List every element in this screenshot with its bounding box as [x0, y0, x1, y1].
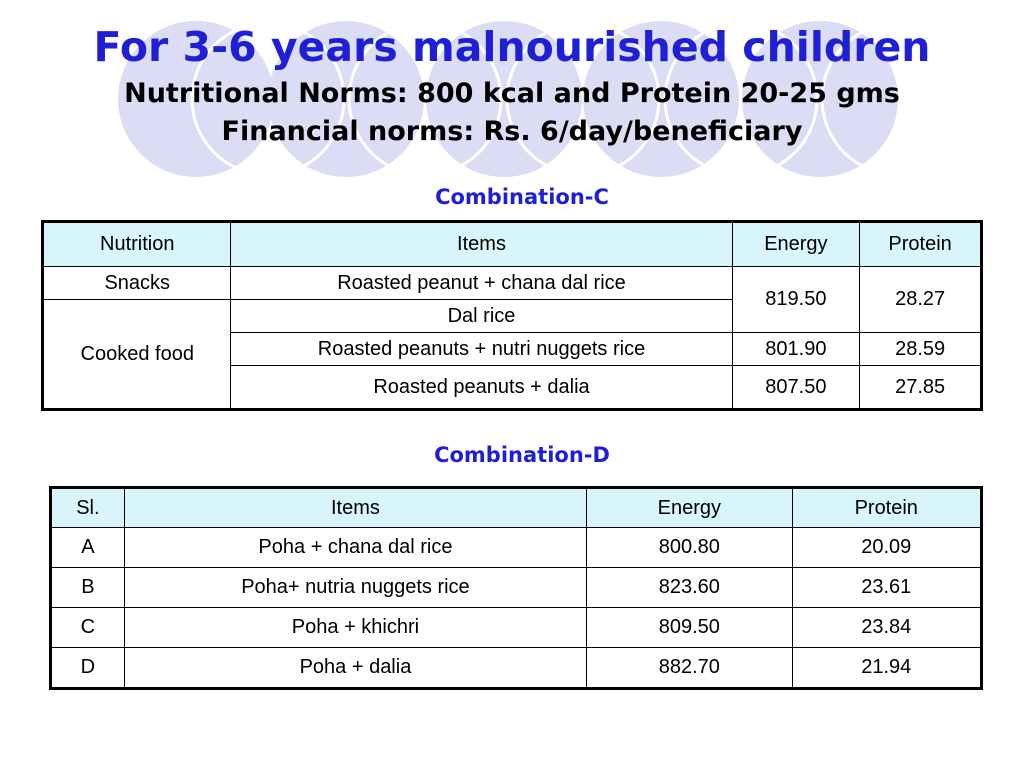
- item-cell: Poha + chana dal rice: [124, 528, 586, 568]
- protein-cell: 23.61: [792, 568, 982, 608]
- table-row: [51, 608, 982, 648]
- column-header-items: Items: [124, 488, 586, 528]
- protein-cell: 27.85: [860, 366, 982, 410]
- combination-d-table: [49, 486, 983, 690]
- energy-cell: 823.60: [587, 568, 792, 608]
- item-cell: Poha+ nutria nuggets rice: [124, 568, 586, 608]
- item-cell: Roasted peanuts + nutri nuggets rice: [231, 333, 732, 366]
- table-row: [51, 648, 982, 689]
- column-header-energy: Energy: [732, 222, 860, 267]
- slide-title: For 3-6 years malnourished children: [93, 23, 931, 71]
- table-header-row: [43, 222, 982, 267]
- item-cell: Poha + khichri: [124, 608, 586, 648]
- combination-d-heading: Combination-D: [434, 443, 610, 467]
- column-header-protein: Protein: [792, 488, 982, 528]
- sl-cell: C: [51, 608, 125, 648]
- energy-cell: 809.50: [587, 608, 792, 648]
- protein-cell: 20.09: [792, 528, 982, 568]
- combination-c-table: [41, 220, 983, 411]
- table-row: [51, 528, 982, 568]
- combination-c-heading: Combination-C: [435, 185, 609, 209]
- column-header-nutrition: Nutrition: [43, 222, 231, 267]
- column-header-energy: Energy: [587, 488, 792, 528]
- column-header-items: Items: [231, 222, 732, 267]
- column-header-sl: Sl.: [51, 488, 125, 528]
- protein-cell: 23.84: [792, 608, 982, 648]
- item-cell: Poha + dalia: [124, 648, 586, 689]
- sl-cell: A: [51, 528, 125, 568]
- energy-cell: 807.50: [732, 366, 860, 410]
- protein-cell: 28.27: [860, 267, 982, 333]
- table-header-row: [51, 488, 982, 528]
- protein-cell: 28.59: [860, 333, 982, 366]
- energy-cell: 800.80: [587, 528, 792, 568]
- financial-norms-subtitle: Financial norms: Rs. 6/day/beneficiary: [221, 116, 803, 147]
- sl-cell: B: [51, 568, 125, 608]
- nutrition-cell-cooked-food: Cooked food: [43, 300, 231, 410]
- protein-cell: 21.94: [792, 648, 982, 689]
- item-cell: Dal rice: [231, 300, 732, 333]
- item-cell: Roasted peanut + chana dal rice: [231, 267, 732, 300]
- sl-cell: D: [51, 648, 125, 689]
- energy-cell: 819.50: [732, 267, 860, 333]
- energy-cell: 801.90: [732, 333, 860, 366]
- nutritional-norms-subtitle: Nutritional Norms: 800 kcal and Protein 20-25 gms: [124, 78, 900, 109]
- table-row: [43, 267, 982, 300]
- energy-cell: 882.70: [587, 648, 792, 689]
- table-row: [51, 568, 982, 608]
- nutrition-cell-snacks: Snacks: [43, 267, 231, 300]
- column-header-protein: Protein: [860, 222, 982, 267]
- item-cell: Roasted peanuts + dalia: [231, 366, 732, 410]
